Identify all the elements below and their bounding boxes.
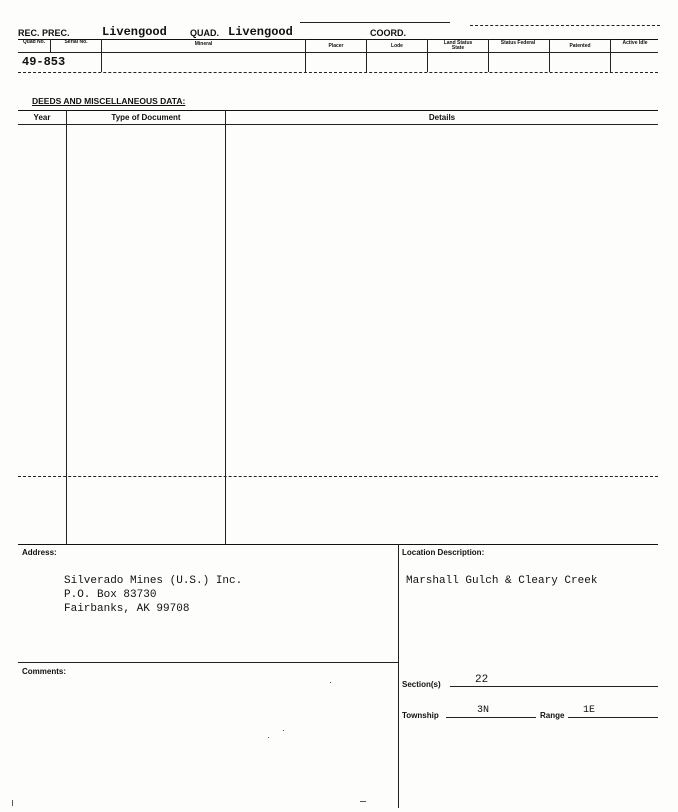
coord-label: COORD. [370,28,406,38]
scan-speck [283,730,284,731]
address-line-3: Fairbanks, AK 99708 [64,603,190,615]
col-active-idle: Active Idle [622,40,648,46]
rec-prec-label: REC. PREC. [18,28,70,38]
township-underline [446,717,536,718]
deeds-col-divider-1 [66,110,67,544]
rec-prec-value: Livengood [102,25,167,39]
col-patented: Patented [569,43,591,49]
address-line-2: P.O. Box 83730 [64,589,157,601]
col-year: Year [33,113,51,122]
col-mineral: Mineral [194,41,213,47]
col-land-status-state: Land Status State [443,40,473,51]
address-label: Address: [22,548,57,557]
deeds-table-header-rule [18,124,658,125]
claim-col-divider-5 [427,39,428,72]
range-label: Range [540,711,565,720]
deeds-table-bottom-border [18,544,658,545]
address-location-divider [398,544,399,808]
scan-speck [330,682,331,683]
top-header-line [300,22,450,23]
scan-speck [268,737,269,738]
col-details: Details [428,113,456,122]
quad-label: QUAD. [190,28,219,38]
section-label: Section(s) [402,680,441,689]
scan-speck [360,801,366,802]
claim-table-header-rule [18,52,658,53]
township-label: Township [402,711,439,720]
top-header-dashes [470,25,660,26]
address-line-1: Silverado Mines (U.S.) Inc. [64,575,243,587]
location-description-value: Marshall Gulch & Cleary Creek [406,575,598,587]
township-value: 3N [477,705,490,716]
col-type-of-document: Type of Document [111,113,181,122]
section-value: 22 [475,674,489,686]
comments-label: Comments: [22,667,67,676]
address-comments-rule [18,662,398,663]
col-lode: Lode [391,43,403,49]
claim-table-top-border [18,39,658,40]
quad-serial-value: 49-853 [22,55,66,69]
col-quad-no: Quad No. [22,39,46,45]
deeds-table-top-border [18,110,658,111]
deeds-section-title: DEEDS AND MISCELLANEOUS DATA: [32,96,186,106]
scan-speck [12,800,13,806]
claim-table-bottom-border [18,72,658,73]
claim-col-divider-8 [610,39,611,72]
deeds-dashed-rule [18,476,658,477]
location-description-label: Location Description: [402,548,485,557]
deeds-col-divider-2 [225,110,226,544]
range-underline [568,717,658,718]
quad-value: Livengood [228,25,293,39]
col-serial-no: Serial No. [64,39,88,45]
range-value: 1E [583,705,596,716]
claim-col-divider-6 [488,39,489,72]
col-status-federal: Status Federal [500,40,536,46]
claim-col-divider-1 [50,39,51,53]
col-placer: Placer [328,43,344,49]
section-underline [450,686,658,687]
